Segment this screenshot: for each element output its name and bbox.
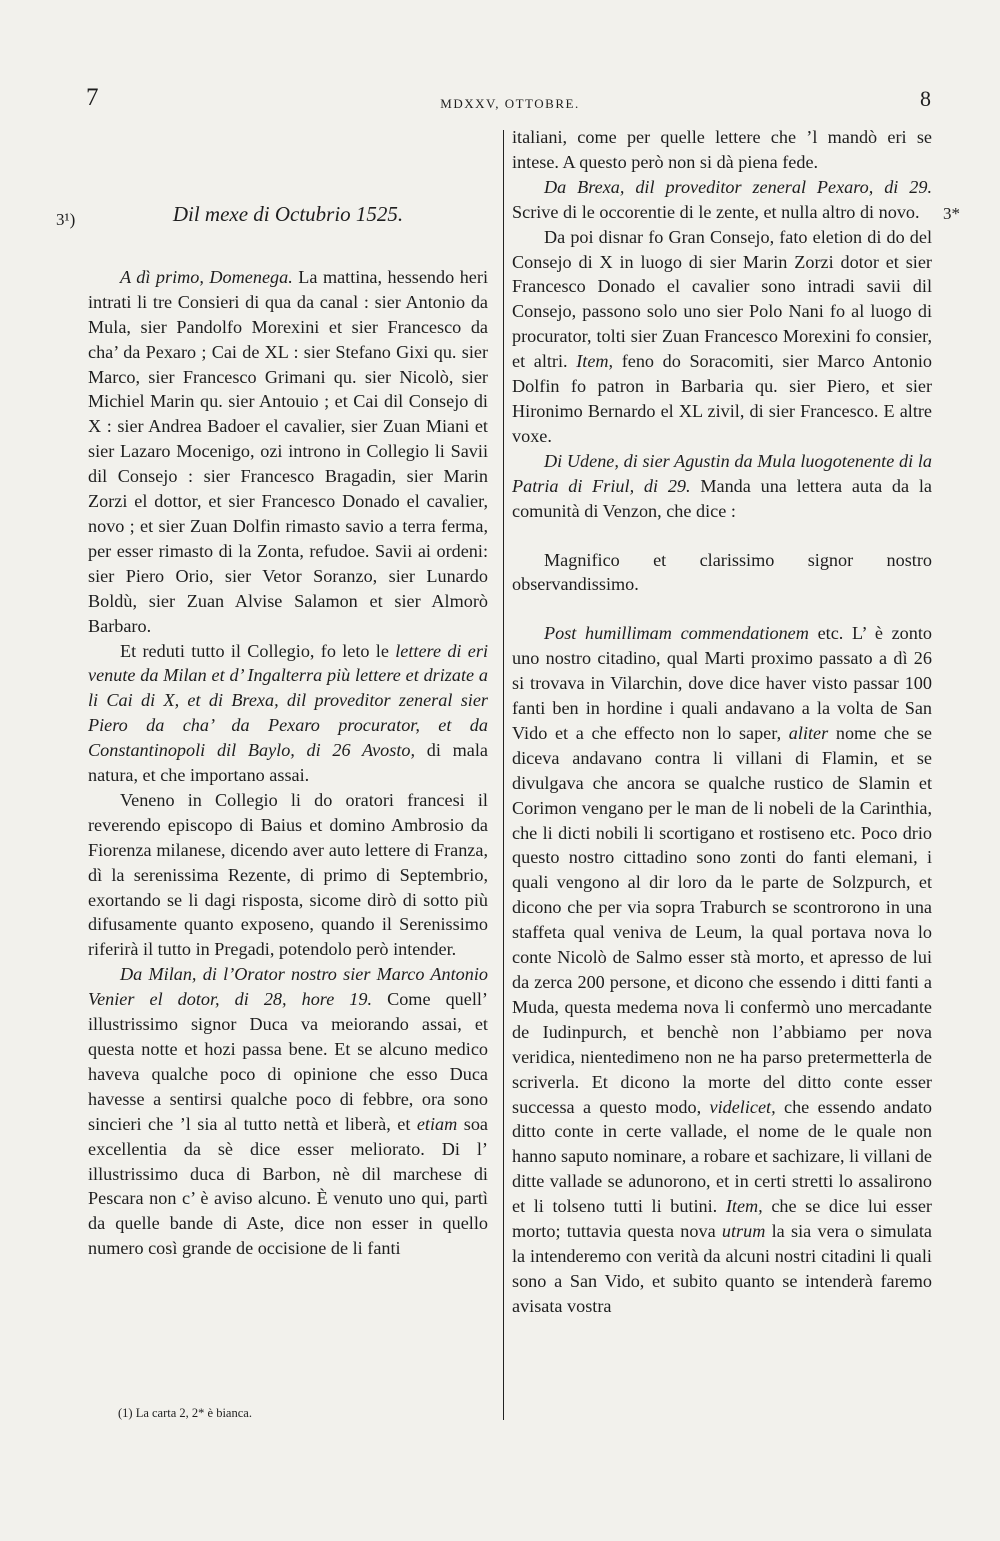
italic-word: etiam xyxy=(416,1113,458,1134)
margin-mark-left: 3¹) xyxy=(56,210,76,229)
paragraph-text: feno do Soracomiti, sier Marco Antonio Dolfin fo patron in Barbaria qu. sier Piero, et sier Hironimo Bernardo el XL zivil, di sier Francesco. E altre voxe. xyxy=(512,351,932,446)
italic-lead: Post humillimam commendationem xyxy=(544,623,809,644)
column-divider xyxy=(503,130,504,1420)
paragraph-text: Et reduti tutto il Collegio, fo leto le xyxy=(120,640,396,661)
italic-text: lettere di eri venute da Milan et d’ Ingalterra più lettere et drizate a li Cai di X, et di Brexa, dil proveditor zeneral sier Piero da cha’ da Pexaro procurator, et da Constantinopoli dil Baylo, di 26 Avosto, xyxy=(88,640,488,761)
italic-lead: Di Udene, di sier Agustin da Mula luogotenente di la Patria di Friul, di 29. xyxy=(512,450,932,496)
margin-mark-right: 3* xyxy=(943,204,960,223)
paragraph: Magnifico et clarissimo signor nostro observandissimo. xyxy=(512,549,932,595)
paragraph-text: che essendo andato ditto conte in certe vallade, el nome de le quale non hanno saputo nominare, a robare et sachizare, li villani de ditte vallade se adunorono, et in certi stretti lo assalirono et li tolseno tutti li butini. xyxy=(512,1096,932,1217)
paragraph-text: La mattina, hessendo heri intrati li tre Consieri di qua da canal : sier Antonio da Mula, sier Pandolfo Morexini et sier Francesco da cha’ da Pexaro ; Cai de XL : sier Stefano Gixi qu. sier Marco, sier Francesco Grimani qu. sier Nicolò, sier Michiel Marin qu. sier Antouio ; et Cai dil Consejo di X : sier Andrea Badoer el cavalier, sier Zuan Miani et sier Lazaro Mocenigo, ozi introno in Collegio li Savii dil Consejo : sier Francesco Bragadin, sier Marin Zorzi el dottor, et sier Francesco Donado el cavalier, novo ; et sier Zuan Dolfin rimasto savio a terra ferma, per esser rimasto di la Zonta, refudoe. Savii ai ordeni: sier Piero Orio, sier Vetor Soranzo, sier Lunardo Boldù, sier Zuan Alvise Salamon et sier Almorò Barbaro. xyxy=(88,266,488,636)
paragraph: italiani, come per quelle lettere che ’l mandò eri se intese. A questo però non si dà piena fede. xyxy=(512,127,932,172)
paragraph-text: Manda una lettera auta da la comunità di Venzon, che dice : xyxy=(512,475,933,521)
paragraph-text: Come quell’ illustrissimo signor Duca va meiorando assai, et questa notte et hozi passa bene. Et se alcuno medico haveva qualche poco di opinione che esso Duca havesse a sentirsi qualche poco di febbre, ora sono sincieri che ’l sia al tutto nettà et liberà, et xyxy=(88,989,488,1134)
footnote: (1) La carta 2, 2* è bianca. xyxy=(118,1406,252,1420)
italic-word: videlicet, xyxy=(709,1096,776,1117)
paragraph-text: la sia vera o simulata la intenderemo con verità da alcuni nostri citadini li quali sono a San Vido, et subito quanto se intenderà faremo avisata vostra xyxy=(512,1221,933,1316)
italic-word: utrum xyxy=(721,1221,766,1242)
paragraph-text: di mala natura, et che importano assai. xyxy=(88,740,488,786)
paragraph xyxy=(88,265,488,639)
paragraph xyxy=(88,962,488,1261)
italic-lead: A dì primo, Domenega. xyxy=(120,266,293,287)
paragraph-text: soa excellentia da sè dice esser meliorato. Di l’ illustrissimo duca di Barbon, nè dil marchese di Pescara non c’ è aviso alcuno. È venuto uno qui, partì da quelle bande di Aste, dice non esser in quello numero così grande de occisione de li fanti xyxy=(88,1113,488,1259)
italic-word: Item, xyxy=(725,1196,763,1217)
italic-word: Item, xyxy=(576,351,614,372)
paragraph-text: nome che se diceva andavano contra li villani di Flamin, et se divulgava che ancora se qualche rustico de Slamin et Corimon vengano per le man de li nobeli de la Carinthia, che li dicti nobili li scortigano et rostiseno etc. Poco drio questo nostro cittadino sono zonti do fanti elemani, i quali vengono al dir loro da le parte de Solzpurch, et dicono che per via sopra Traburch se scontrorono in una staffeta qual veniva de Leum, la qual portava nova lo conte Nicolò de Salmo esser stà morto, et apresso de lui da zerca 200 persone, et dicono che essendo i ditti fanti a Muda, questa medema nova li confermò uno mercadante de Iudinpurch, et benchè non l’abbiamo per nova veridica, nientedimeno non ne ha parso pretermetterla de scriverla. Et dicono la morte del ditto conte esser successa a questo modo, xyxy=(512,722,932,1117)
paragraph xyxy=(512,621,932,1318)
paragraph-text: Da poi disnar fo Gran Consejo, fato eletion di do del Consejo di X in luogo di sier Marin Zorzi dotor et sier Francesco Donado el cavalier sono intradi savii dil Consejo, passono solo uno sier Polo Nani fo al luogo di procurator, tolti sier Zuan Francesco Morexini fo consier, et altri. xyxy=(512,226,932,372)
italic-lead: Da Milan, di l’Orator nostro sier Marco Antonio Venier el dotor, di 28, hore 19. xyxy=(88,964,488,1010)
paragraph-text: etc. L’ è zonto uno nostro citadino, qual Marti proximo passato a dì 26 si trovava in Vilarchin, dove dice haver visto passar 100 fanti ben in hordine i quali andavano a la volta de San Vido et a che effecto non lo saper, xyxy=(512,623,932,743)
page-number-right: 8 xyxy=(920,86,931,111)
paragraph xyxy=(512,225,932,449)
page-number-left: 7 xyxy=(86,84,99,111)
left-column xyxy=(88,202,488,1261)
paragraph-text: che se dice lui esser morto; tuttavia questa nova xyxy=(512,1196,932,1242)
italic-word: aliter xyxy=(788,722,829,743)
paragraph: Veneno in Collegio li do oratori francesi il reverendo episcopo di Baius et domino Ambrosio da Fiorenza milanese, dicendo aver auto lettere di Franza, dì la serenissima Rezente, di primo di Septembrio, exortando se li dagi risposta, sicome dirò di sotto più difusamente quanto exposeno, quando il Serenissimo riferirà il tutto in Pregadi, potendolo però intender. xyxy=(88,789,488,960)
italic-lead: Da Brexa, dil proveditor zeneral Pexaro, di 29. xyxy=(544,176,932,197)
paragraph xyxy=(512,175,932,225)
paragraph xyxy=(512,449,932,524)
right-column xyxy=(512,125,932,1319)
paragraph xyxy=(88,639,488,788)
section-heading: Dil mexe di Octubrio 1525. xyxy=(172,202,404,226)
running-title: MDXXV, OTTOBRE. xyxy=(440,96,580,111)
paragraph-text: Scrive di le occorentie di le zente, et nulla altro di novo. xyxy=(512,201,920,222)
